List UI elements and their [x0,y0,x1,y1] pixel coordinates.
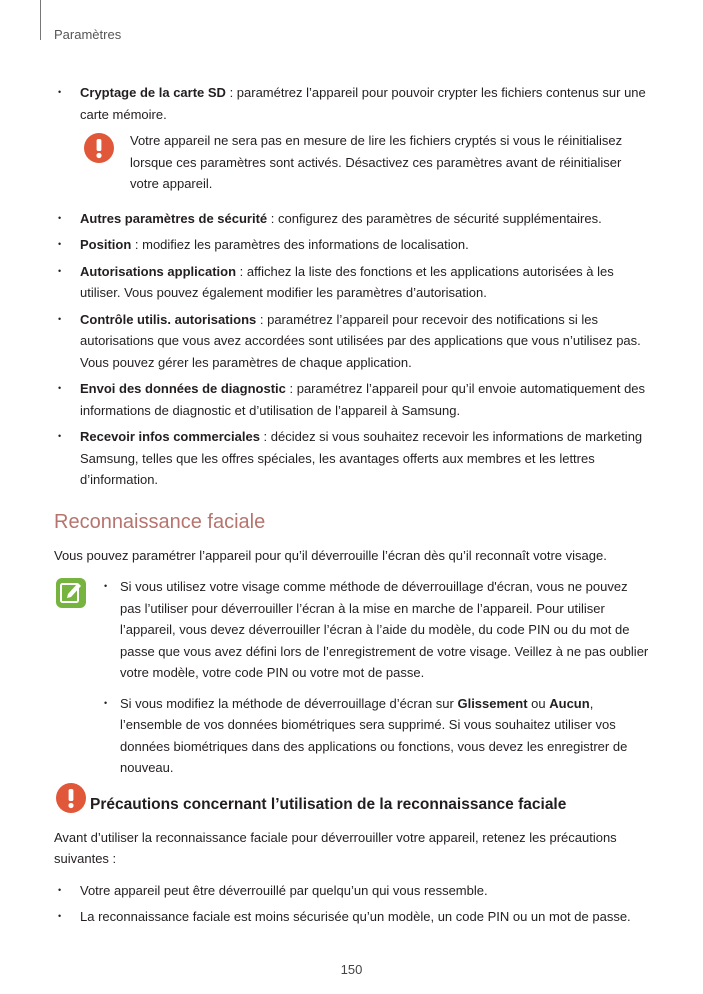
option-glissement: Glissement [457,695,528,711]
warning-text: Votre appareil ne sera pas en mesure de lire les fichiers cryptés si vous le réinitialisez lorsque ces paramètres sont activés. Désactivez ces paramètres avant de réinitialiser votre appareil. [130,133,623,191]
warning-icon [84,133,114,163]
section-intro: Vous pouvez paramétrer l’appareil pour qu’il déverrouille l’écran dès qu’il reconnaît votre visage. [54,547,607,563]
item-term: Cryptage de la carte SD [80,85,226,100]
top-bullet-list [54,82,649,125]
list-item [54,309,649,374]
note-text: Si vous modifiez la méthode de déverrouillage d’écran sur [120,695,458,711]
list-item [54,378,649,421]
page-content [54,82,649,933]
item-description: : paramétrez l’appareil pour qu’il envoie automatiquement des informations de diagnostic et d’utilisation de l’appareil à Samsung. [80,381,646,418]
list-item: • Votre appareil peut être déverrouillé par quelqu’un qui vous ressemble. [54,880,649,902]
item-term: Autorisations application [80,263,237,279]
precautions-intro: Avant d’utiliser la reconnaissance faciale pour déverrouiller votre appareil, retenez les précautions suivantes : [54,829,617,866]
list-item [54,426,649,491]
note-text: , l’ensemble de vos données biométriques sera supprimé. Si vous souhaitez utiliser vos données biométriques dans des applications ou fonctions, vous devez les enregistrer de nouveau. [120,695,628,775]
item-term: Recevoir infos commerciales [80,429,260,444]
item-description: : configurez des paramètres de sécurité supplémentaires. [267,210,602,226]
item-description: : modifiez les paramètres des informations de localisation. [131,237,469,252]
item-term: Position [80,237,132,252]
warning-icon [56,783,86,813]
list-item [54,208,649,230]
note-text: ou [527,695,550,711]
list-item: • Si vous utilisez votre visage comme méthode de déverrouillage d'écran, vous ne pouvez pas l’utiliser pour déverrouiller l’écran à la mise en marche de l’appareil. Pour utiliser l’appareil, vous devez déverrouiller l’écran à l’aide du modèle, du code PIN ou du mot de passe que vous avez défini lors de l’enregistrement de votre visage. Veillez à ne pas oublier votre modèle, votre code PIN ou votre mot de passe. [102,576,649,684]
item-description: : paramétrez l’appareil pour recevoir des notifications si les autorisations que vous avez accordées sont utilisées par des applications que vous n’utilisez pas. Vous pouvez gérer les paramètres de chaque application. [80,311,641,370]
list-item [102,693,649,779]
item-term: Envoi des données de diagnostic [80,381,286,396]
page-header: Paramètres [54,27,122,42]
precautions-list [54,880,649,928]
list-item [54,82,649,125]
precautions-heading [54,793,649,817]
item-description: : paramétrez l’appareil pour pouvoir crypter les fichiers contenus sur une carte mémoire. [80,85,646,122]
note-bullet-list [102,576,649,779]
item-term: Contrôle utilis. autorisations [80,311,257,327]
note-pencil-icon [56,578,86,608]
item-description: : affichez la liste des fonctions et les applications autorisées à les utiliser. Vous pouvez également modifier les paramètres d’autorisation. [80,263,614,300]
precautions-title: Précautions concernant l’utilisation de la reconnaissance faciale [90,795,567,813]
option-aucun: Aucun [549,695,590,711]
note-callout [54,576,649,779]
item-description: : décidez si vous souhaitez recevoir les informations de marketing Samsung, telles que les offres spéciales, les avantages offerts aux membres et les lettres d’information. [80,429,643,487]
page-number: 150 [340,962,363,977]
section-title: Reconnaissance faciale [54,510,266,533]
list-item: • La reconnaissance faciale est moins sécurisée qu’un modèle, un code PIN ou un mot de passe. [54,906,649,928]
item-term: Autres paramètres de sécurité [80,210,268,226]
corner-rule [40,0,41,40]
list-item [54,261,649,304]
warning-callout [54,130,649,195]
list-item [54,234,649,256]
settings-bullet-list [54,208,649,491]
